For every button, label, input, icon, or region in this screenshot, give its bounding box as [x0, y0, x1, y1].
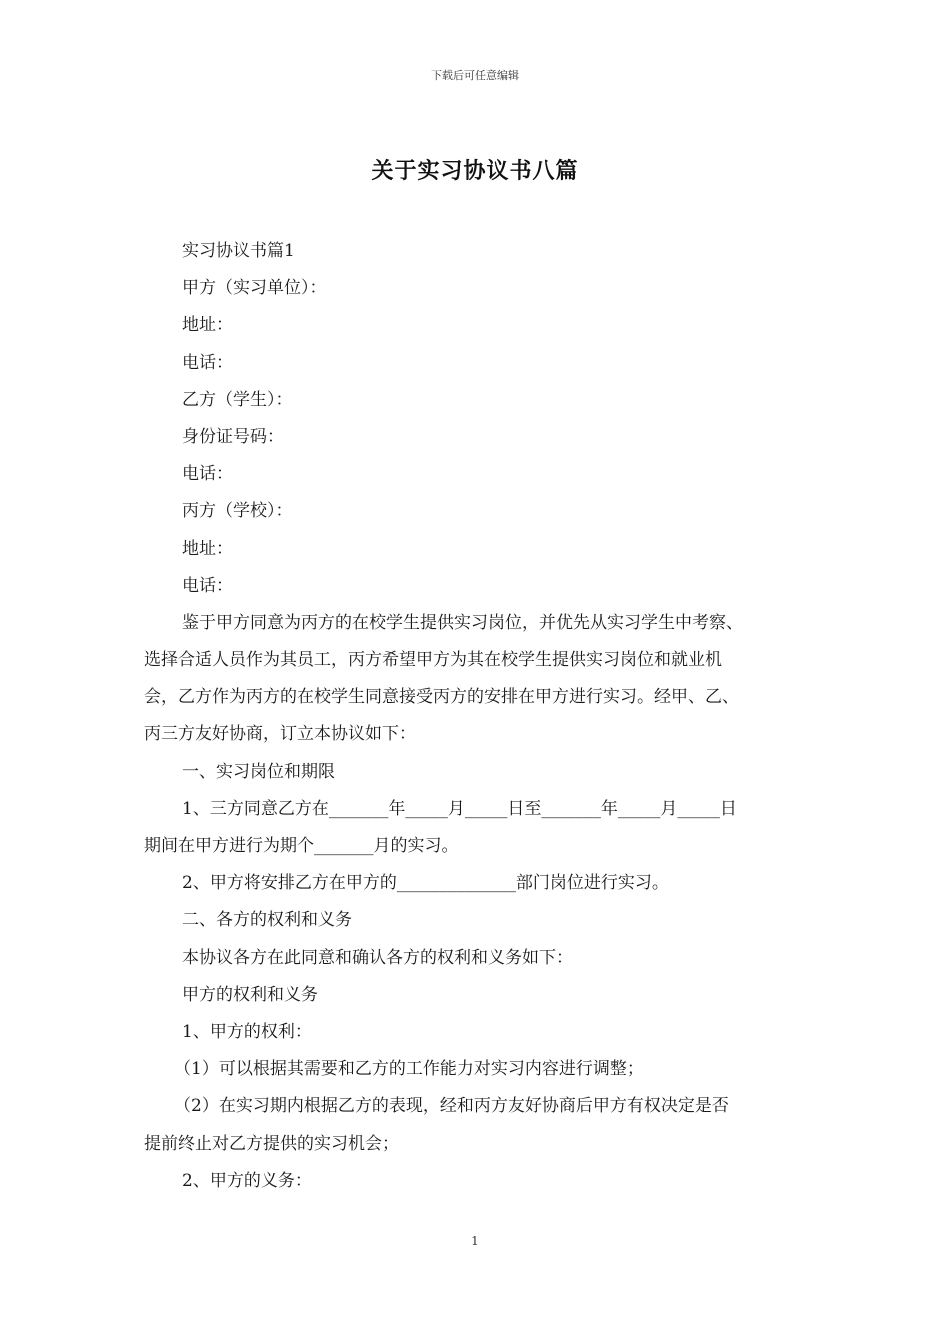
- section-heading: 实习协议书篇1: [182, 241, 295, 261]
- party-b-id: 身份证号码：: [182, 426, 284, 447]
- preamble-line: 丙三方友好协商，订立本协议如下：: [144, 724, 416, 745]
- party-a-address: 地址：: [182, 315, 233, 336]
- party-c-address: 地址：: [182, 538, 233, 559]
- preamble-line: 鉴于甲方同意为丙方的在校学生提供实习岗位，并优先从实习学生中考察、: [182, 612, 743, 633]
- clause-text: 1、甲方的权利：: [182, 1021, 312, 1042]
- party-b-phone: 电话：: [182, 464, 233, 485]
- header-note: 下载后可任意编辑: [431, 69, 519, 82]
- party-a-label: 甲方（实习单位）：: [182, 278, 327, 299]
- clause-text: （1）可以根据其需要和乙方的工作能力对实习内容进行调整；: [174, 1059, 644, 1080]
- page-number: 1: [471, 1234, 479, 1248]
- clause-text: 本协议各方在此同意和确认各方的权利和义务如下：: [182, 947, 573, 968]
- preamble-line: 选择合适人员作为其员工，丙方希望甲方为其在校学生提供实习岗位和就业机: [144, 650, 722, 671]
- clause-text: 1、三方同意乙方在_______年_____月_____日至_______年_____月_____日: [182, 798, 737, 819]
- sub-heading: 甲方的权利和义务: [182, 984, 318, 1005]
- clause-text: 2、甲方的义务：: [182, 1170, 312, 1191]
- clause-heading: 一、实习岗位和期限: [182, 761, 335, 782]
- clause-text: 2、甲方将安排乙方在甲方的______________部门岗位进行实习。: [182, 873, 669, 894]
- clause-text: （2）在实习期内根据乙方的表现，经和丙方友好协商后甲方有权决定是否: [174, 1096, 729, 1117]
- clause-text: 提前终止对乙方提供的实习机会；: [144, 1133, 399, 1154]
- document-title: 关于实习协议书八篇: [371, 158, 579, 184]
- party-c-label: 丙方（学校）：: [182, 501, 293, 522]
- clause-heading: 二、各方的权利和义务: [182, 910, 352, 931]
- party-a-phone: 电话：: [182, 352, 233, 373]
- preamble-line: 会，乙方作为丙方的在校学生同意接受丙方的安排在甲方进行实习。经甲、乙、: [144, 687, 739, 708]
- document-body: [144, 233, 824, 1200]
- party-c-phone: 电话：: [182, 575, 233, 596]
- party-b-label: 乙方（学生）：: [182, 389, 293, 410]
- clause-text: 期间在甲方进行为期个_______月的实习。: [144, 836, 459, 856]
